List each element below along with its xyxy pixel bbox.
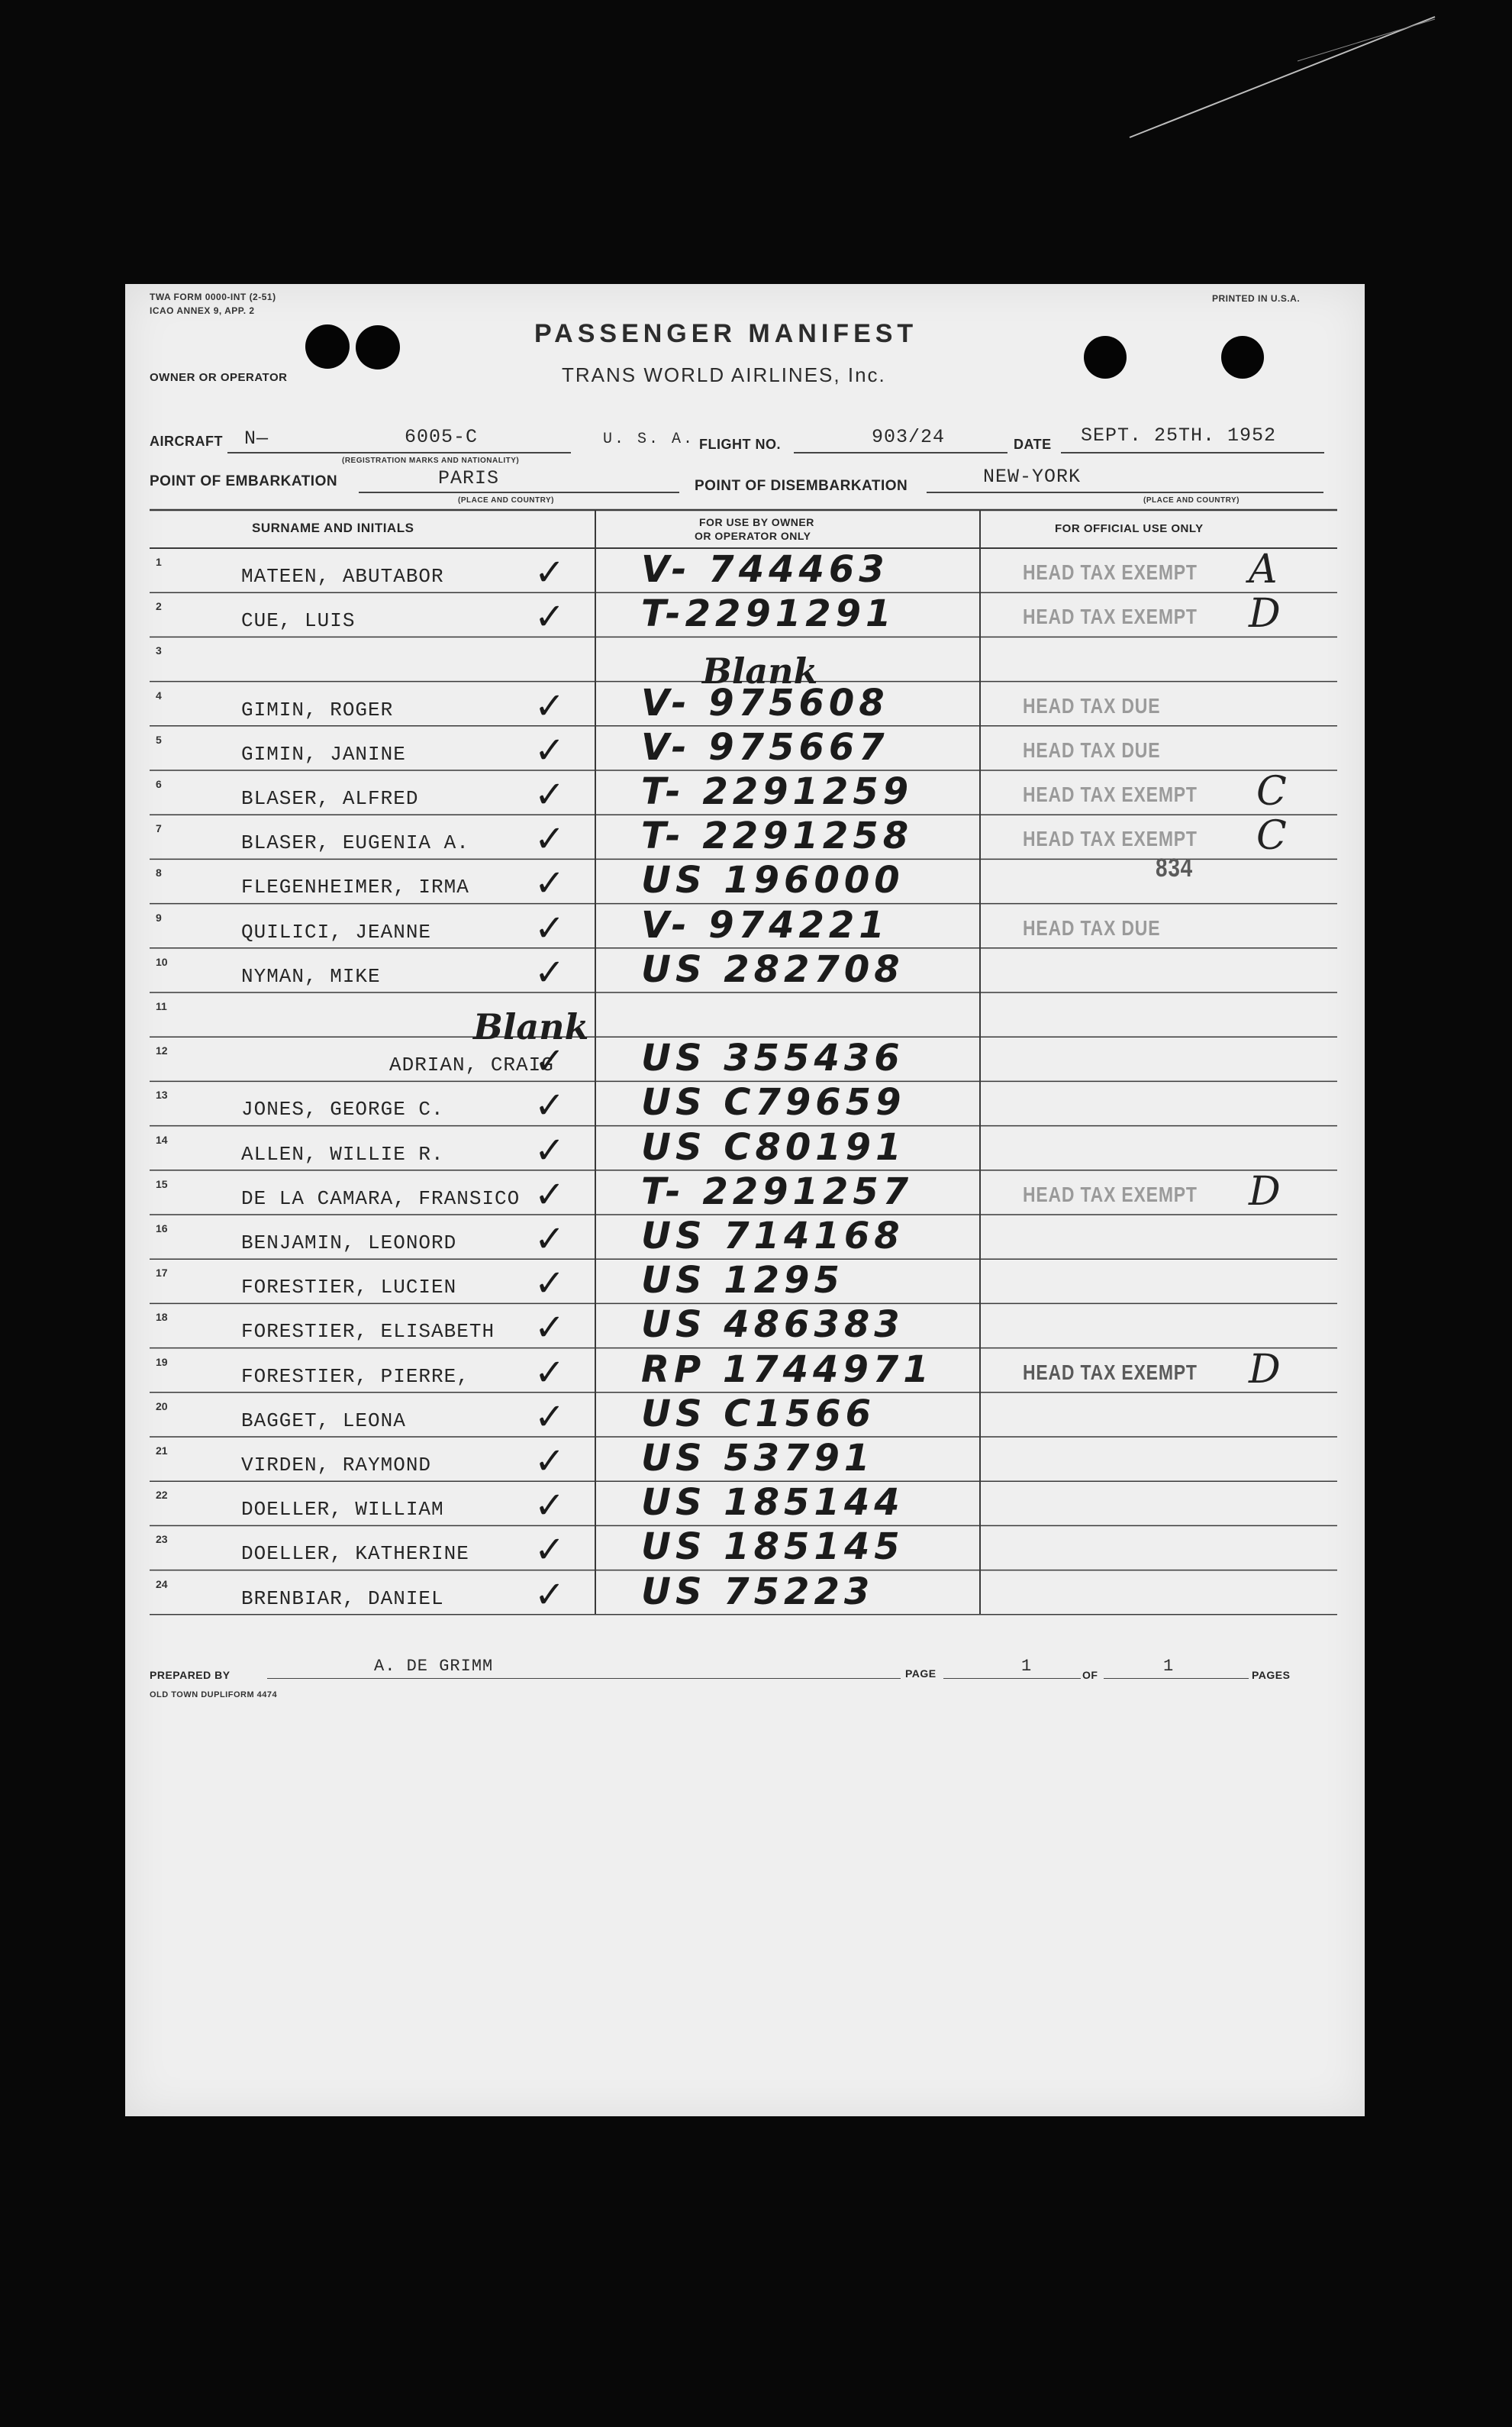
row-number: 21 [156,1444,168,1457]
row-number: 9 [156,911,162,924]
passenger-name: VIRDEN, RAYMOND [241,1454,432,1477]
document-number: US 75223 [641,1570,875,1613]
check-mark: ✓ [534,1484,570,1528]
check-mark: ✓ [534,818,570,861]
of-label: OF [1082,1669,1098,1681]
airline-name: TRANS WORLD AIRLINES, Inc. [562,363,886,386]
head-tax-stamp: HEAD TAX EXEMPT [1023,827,1198,851]
check-mark: ✓ [534,862,570,905]
passenger-name: MATEEN, ABUTABOR [241,565,444,588]
page-label: PAGE [905,1667,937,1680]
head-tax-stamp: HEAD TAX EXEMPT [1023,1182,1198,1206]
disembark-value: NEW-YORK [983,466,1082,488]
row-number: 8 [156,867,162,879]
prepared-line [267,1678,901,1679]
document-number: RP 1744971 [641,1347,933,1391]
row-number: 20 [156,1399,168,1412]
passenger-name: ALLEN, WILLIE R. [241,1142,444,1166]
check-mark: ✓ [534,950,570,994]
check-mark: ✓ [534,1173,570,1216]
category-letter: C [1256,813,1287,860]
passenger-name: BLASER, ALFRED [241,787,419,810]
flight-value: 903/24 [872,426,946,448]
document-number: T- 2291257 [641,1170,914,1213]
of-value: 1 [1163,1657,1175,1676]
stamp-number: 834 [1156,854,1193,883]
disembark-label: POINT OF DISEMBARKATION [695,478,908,494]
document-number: US 486383 [641,1303,904,1347]
check-mark: ✓ [534,1040,570,1083]
document-number: V- 975608 [641,681,889,725]
page-value: 1 [1021,1657,1033,1676]
flight-label: FLIGHT NO. [699,437,781,452]
registration-value: 6005-C [405,426,479,448]
nationality-value: U. S. A. [603,431,695,448]
document-number: T-2291291 [641,592,896,636]
check-mark: ✓ [534,1084,570,1128]
row-number: 1 [156,556,162,568]
embark-caption: (PLACE AND COUNTRY) [458,496,554,505]
passenger-name: FORESTIER, PIERRE, [241,1364,469,1388]
head-tax-stamp: HEAD TAX EXEMPT [1023,783,1198,806]
check-mark: ✓ [534,1573,570,1616]
document-number: V- 974221 [641,903,889,947]
check-mark: ✓ [534,1128,570,1172]
embark-label: POINT OF EMBARKATION [150,473,338,489]
row-number: 12 [156,1044,168,1057]
column-header-official: FOR OFFICIAL USE ONLY [1055,522,1204,535]
head-tax-stamp: HEAD TAX DUE [1023,737,1161,762]
passenger-name: DE LA CAMARA, FRANSICO [241,1186,521,1210]
document-number: V- 975667 [641,725,889,769]
row-number: 10 [156,955,168,968]
document-number: V- 744463 [641,548,889,591]
row-number: 15 [156,1177,168,1190]
prepared-value: A. DE GRIMM [374,1657,494,1676]
printer-label: OLD TOWN DUPLIFORM 4474 [150,1690,278,1699]
check-mark: ✓ [534,595,570,639]
row-number: 19 [156,1355,168,1368]
embark-value: PARIS [438,467,500,489]
passenger-name: FLEGENHEIMER, IRMA [241,876,469,899]
column-header-owner: FOR USE BY OWNER [699,516,814,528]
head-tax-stamp: HEAD TAX DUE [1023,693,1161,718]
row-number: 14 [156,1133,168,1146]
document-number: US C79659 [641,1081,906,1125]
passenger-name: ADRIAN, CRAIG [389,1054,554,1077]
passenger-name: FORESTIER, ELISABETH [241,1320,495,1344]
category-letter: D [1249,1168,1281,1215]
document-number: US 282708 [641,947,904,991]
date-label: DATE [1014,437,1052,452]
blank-note: Blank [473,1006,589,1047]
prepared-label: PREPARED BY [150,1669,231,1681]
document-number: US 185145 [641,1525,904,1569]
blank-note: Blank [702,650,818,692]
row-number: 16 [156,1222,168,1234]
head-tax-stamp: HEAD TAX EXEMPT [1023,560,1198,584]
page-line [943,1678,1081,1679]
row-number: 4 [156,689,162,702]
row-number: 24 [156,1577,168,1590]
row-number: 17 [156,1267,168,1280]
check-mark: ✓ [534,684,570,728]
check-mark: ✓ [534,1306,570,1350]
document-number: US 53791 [641,1437,875,1480]
check-mark: ✓ [534,1395,570,1438]
check-mark: ✓ [534,728,570,772]
row-number: 3 [156,644,162,657]
page-title: PASSENGER MANIFEST [534,319,918,348]
row-number: 11 [156,1000,167,1012]
registration-caption: (REGISTRATION MARKS AND NATIONALITY) [342,457,520,465]
row-number: 13 [156,1089,168,1102]
passenger-name: BLASER, EUGENIA A. [241,831,469,855]
check-mark: ✓ [534,1440,570,1483]
document-number: US 714168 [641,1215,904,1257]
head-tax-stamp: HEAD TAX DUE [1023,915,1161,940]
category-letter: C [1256,769,1287,815]
check-mark: ✓ [534,773,570,816]
of-line [1104,1678,1249,1679]
check-mark: ✓ [534,1262,570,1305]
head-tax-stamp: HEAD TAX EXEMPT [1023,1360,1198,1384]
aircraft-value: N— [244,428,269,450]
passenger-name: DOELLER, WILLIAM [241,1498,444,1522]
form-code: TWA FORM 0000-INT (2-51) [150,292,276,302]
printed-label: PRINTED IN U.S.A. [1212,293,1301,304]
category-letter: A [1249,547,1278,592]
row-number: 23 [156,1533,168,1546]
column-header-owner-2: OR OPERATOR ONLY [695,530,811,542]
check-mark: ✓ [534,1218,570,1260]
document-number: US 185144 [641,1481,904,1525]
passenger-name: BRENBIAR, DANIEL [241,1586,444,1610]
passenger-name: BENJAMIN, LEONORD [241,1231,457,1254]
check-mark: ✓ [534,1528,570,1572]
disembark-caption: (PLACE AND COUNTRY) [1143,496,1240,505]
passenger-name: JONES, GEORGE C. [241,1098,444,1122]
aircraft-label: AIRCRAFT [150,434,223,449]
owner-label: OWNER OR OPERATOR [150,371,288,384]
date-value: SEPT. 25TH. 1952 [1081,424,1277,447]
passenger-name: QUILICI, JEANNE [241,920,432,944]
document-number: US C80191 [641,1125,906,1169]
document-number: US 355436 [641,1037,904,1080]
document-number: T- 2291259 [641,770,914,813]
row-number: 18 [156,1311,168,1324]
passenger-name: BAGGET, LEONA [241,1409,406,1432]
passenger-name: GIMIN, ROGER [241,698,394,721]
row-number: 5 [156,733,162,746]
document-number: US 1295 [641,1259,844,1302]
check-mark: ✓ [534,1351,570,1394]
passenger-name: FORESTIER, LUCIEN [241,1276,457,1299]
category-letter: D [1249,1346,1281,1393]
row-number: 7 [156,822,162,835]
row-number: 6 [156,778,162,790]
passenger-name: CUE, LUIS [241,609,356,633]
form-annex: ICAO ANNEX 9, APP. 2 [150,305,255,316]
column-header-name: SURNAME AND INITIALS [252,521,414,535]
head-tax-stamp: HEAD TAX EXEMPT [1023,605,1198,629]
passenger-name: GIMIN, JANINE [241,742,406,766]
check-mark: ✓ [534,906,570,950]
pages-label: PAGES [1252,1669,1291,1681]
check-mark: ✓ [534,551,570,594]
category-letter: D [1249,591,1281,637]
document-number: US 196000 [641,859,904,902]
passenger-name: DOELLER, KATHERINE [241,1542,469,1566]
document-number: US C1566 [641,1392,876,1435]
row-number: 22 [156,1489,168,1502]
passenger-name: NYMAN, MIKE [241,964,381,988]
document-number: T- 2291258 [641,815,914,858]
row-number: 2 [156,600,162,613]
